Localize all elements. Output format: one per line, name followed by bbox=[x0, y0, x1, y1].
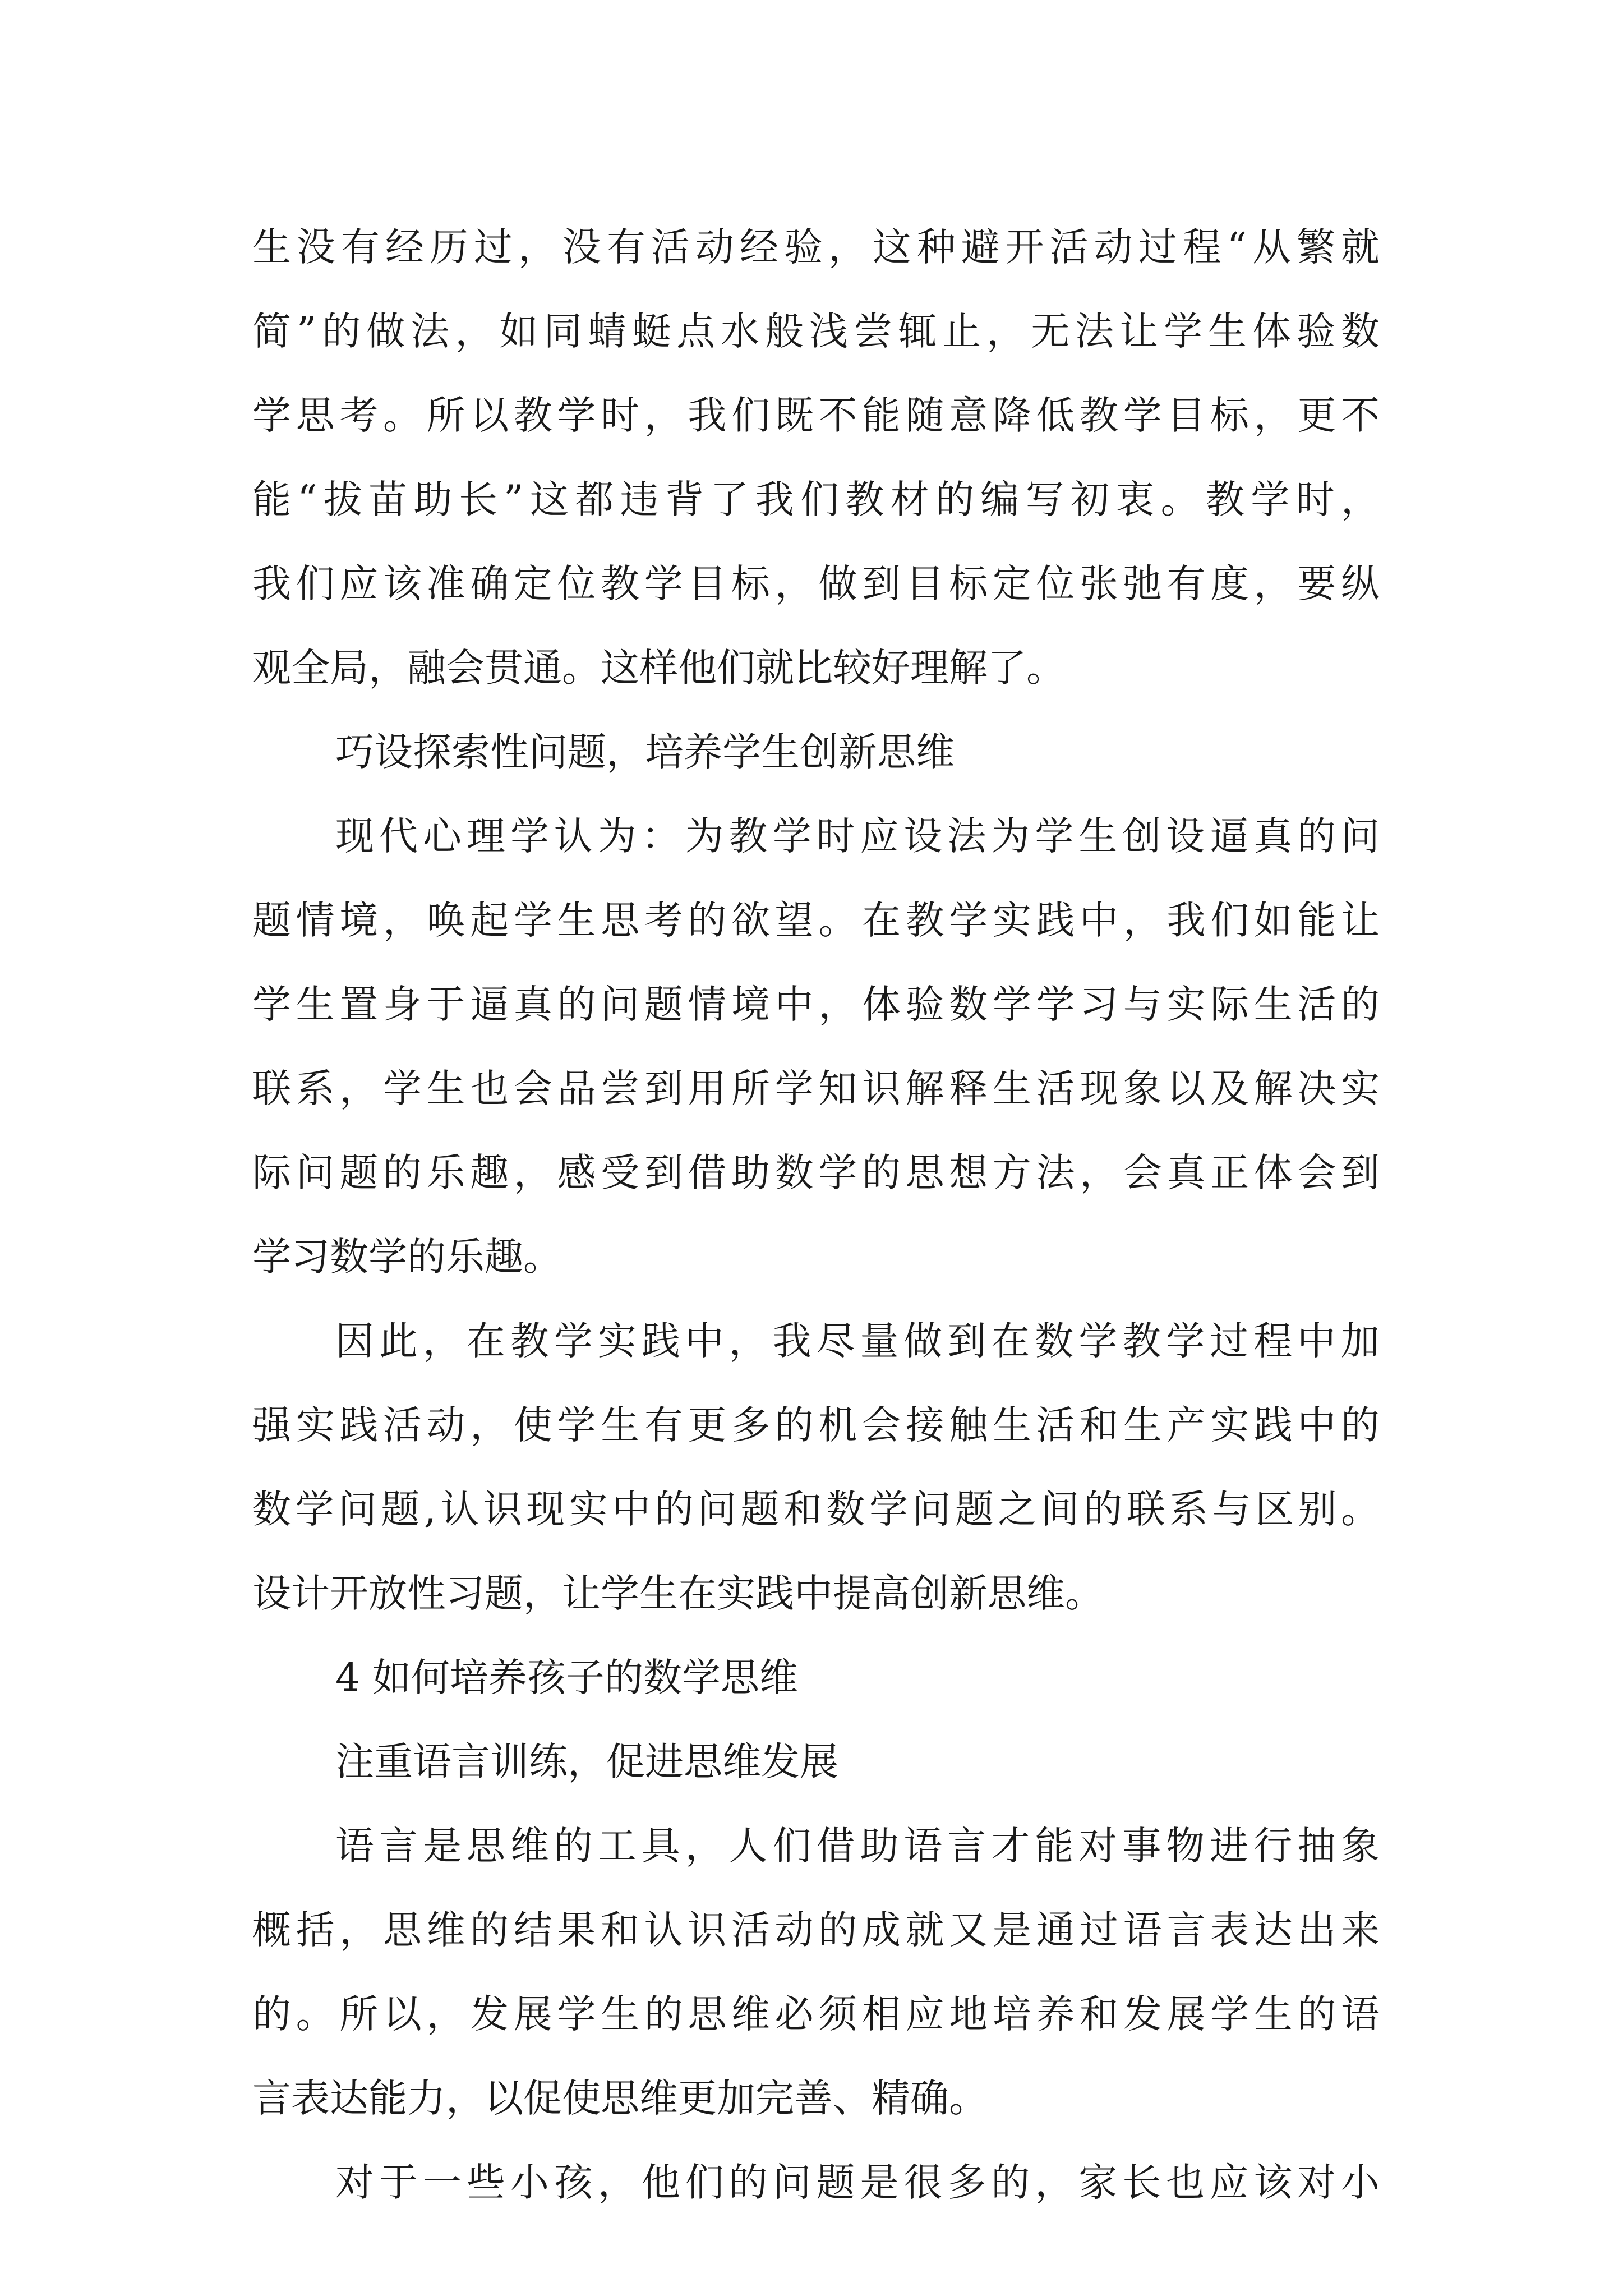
text-line: 题情境，唤起学生思考的欲望。在教学实践中，我们如能让 bbox=[252, 898, 1380, 943]
text-line: 联系，学生也会品尝到用所学知识解释生活现象以及解决实 bbox=[252, 1066, 1380, 1111]
text-line: 学生置身于逼真的问题情境中，体验数学学习与实际生活的 bbox=[252, 982, 1380, 1027]
text-line: 因此，在教学实践中，我尽量做到在数学教学过程中加 bbox=[335, 1319, 1380, 1364]
text-line: 际问题的乐趣，感受到借助数学的思想方法，会真正体会到 bbox=[252, 1151, 1380, 1195]
text-line: 观全局，融会贯通。这样他们就比较好理解了。 bbox=[252, 646, 1065, 691]
text-line: 注重语言训练，促进思维发展 bbox=[335, 1740, 838, 1784]
text-line: 生没有经历过，没有活动经验，这种避开活动过程“从繁就 bbox=[252, 225, 1380, 270]
text-line: 学习数学的乐趣。 bbox=[252, 1235, 562, 1280]
text-line: 设计开放性习题，让学生在实践中提高创新思维。 bbox=[252, 1571, 1104, 1616]
text-line: 强实践活动，使学生有更多的机会接触生活和生产实践中的 bbox=[252, 1403, 1380, 1448]
text-line: 现代心理学认为：为教学时应设法为学生创设逼真的问 bbox=[335, 814, 1380, 859]
document-body bbox=[252, 205, 1380, 2225]
text-line: 语言是思维的工具，人们借助语言才能对事物进行抽象 bbox=[335, 1824, 1380, 1869]
text-line: 言表达能力，以促使思维更加完善、精确。 bbox=[252, 2076, 988, 2121]
text-line: 的。所以，发展学生的思维必须相应地培养和发展学生的语 bbox=[252, 1992, 1380, 2037]
text-line: 我们应该准确定位教学目标，做到目标定位张弛有度，要纵 bbox=[252, 562, 1380, 606]
text-line: 能“拔苗助长”这都违背了我们教材的编写初衷。教学时， bbox=[252, 477, 1380, 522]
text-line: 学思考。所以教学时，我们既不能随意降低教学目标，更不 bbox=[252, 393, 1380, 438]
text-line: 数学问题,认识现实中的问题和数学问题之间的联系与区别。 bbox=[252, 1487, 1380, 1532]
text-line: 简”的做法，如同蜻蜓点水般浅尝辄止，无法让学生体验数 bbox=[252, 309, 1380, 354]
text-line: 对于一些小孩，他们的问题是很多的，家长也应该对小 bbox=[335, 2160, 1380, 2205]
text-line: 4 如何培养孩子的数学思维 bbox=[335, 1655, 798, 1700]
text-line: 概括，思维的结果和认识活动的成就又是通过语言表达出来 bbox=[252, 1908, 1380, 1953]
text-line: 巧设探索性问题，培养学生创新思维 bbox=[335, 730, 955, 775]
